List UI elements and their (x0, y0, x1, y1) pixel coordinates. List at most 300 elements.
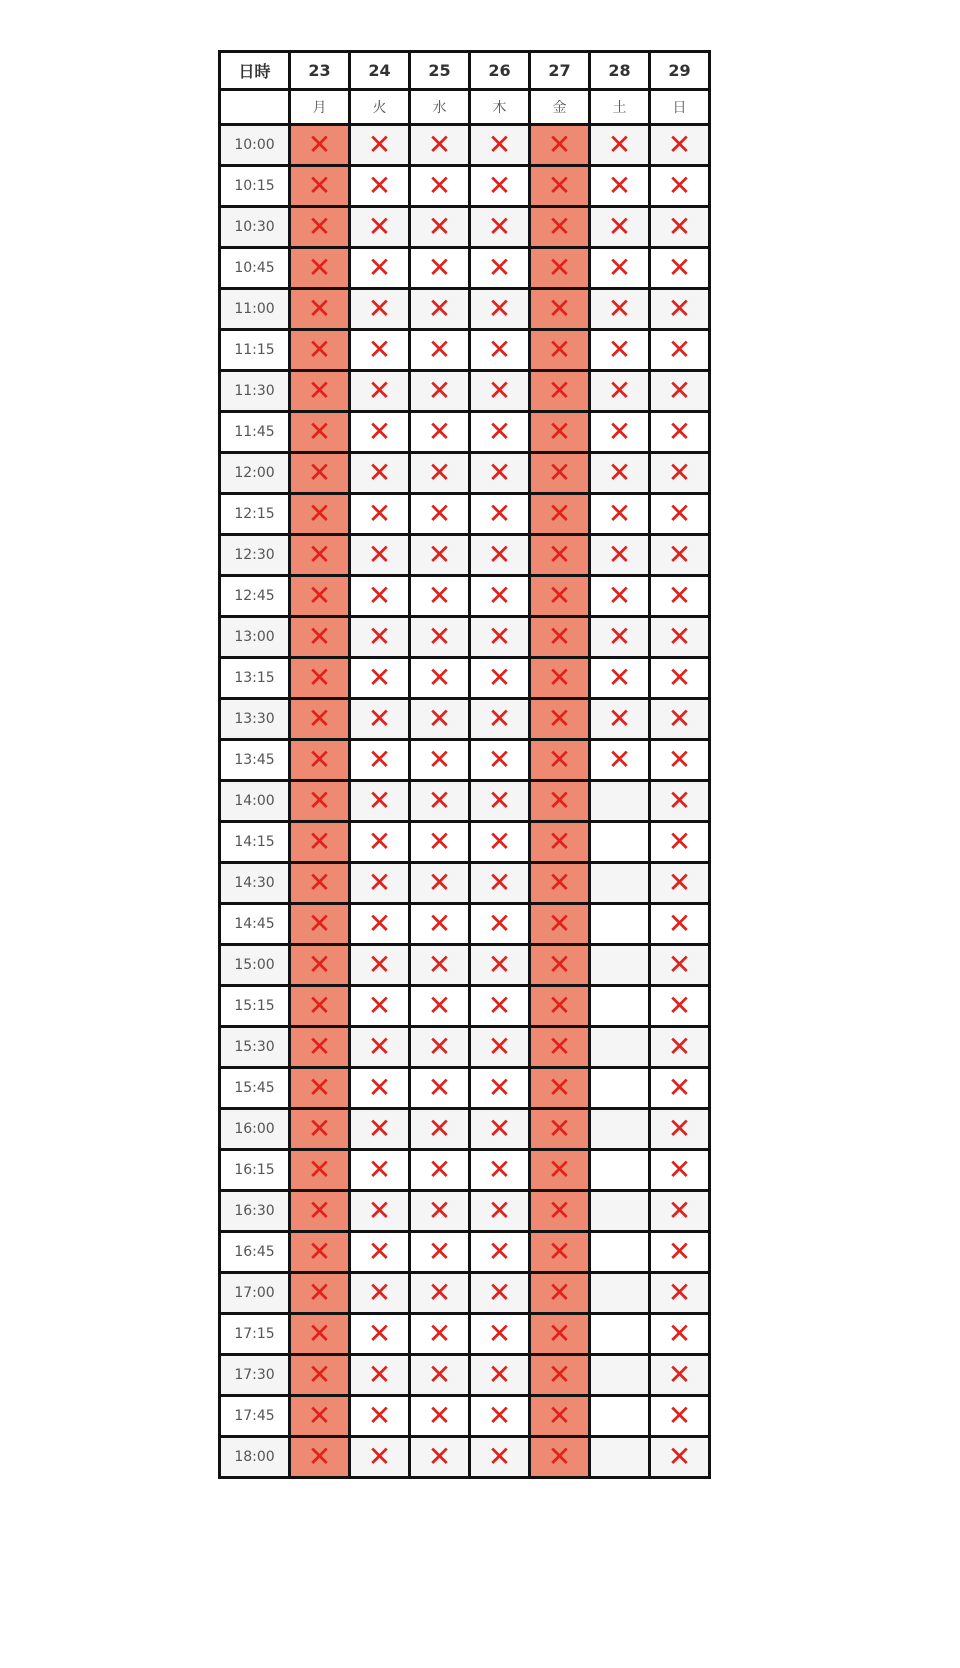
slot-cell (650, 986, 710, 1027)
slot-cell (290, 330, 350, 371)
slot-cell (530, 740, 590, 781)
unavailable-mark-icon: ✕ (547, 1440, 572, 1473)
time-label: 15:30 (220, 1027, 290, 1068)
slot-cell (590, 453, 650, 494)
slot-cell (470, 412, 530, 453)
slot-cell (410, 1232, 470, 1273)
unavailable-mark-icon: ✕ (667, 1358, 692, 1391)
time-label: 17:15 (220, 1314, 290, 1355)
slot-cell (530, 166, 590, 207)
slot-cell (650, 330, 710, 371)
unavailable-mark-icon: ✕ (367, 415, 392, 448)
slot-cell (470, 1232, 530, 1273)
unavailable-mark-icon: ✕ (307, 1112, 332, 1145)
slot-cell (650, 371, 710, 412)
date-header-row (220, 52, 710, 90)
slot-cell (350, 986, 410, 1027)
unavailable-mark-icon: ✕ (487, 374, 512, 407)
unavailable-mark-icon: ✕ (547, 1276, 572, 1309)
time-label: 16:45 (220, 1232, 290, 1273)
slot-cell (530, 412, 590, 453)
time-label: 17:45 (220, 1396, 290, 1437)
unavailable-mark-icon: ✕ (607, 620, 632, 653)
slot-cell (530, 535, 590, 576)
slot-cell (290, 1273, 350, 1314)
slot-cell (530, 330, 590, 371)
unavailable-mark-icon: ✕ (487, 128, 512, 161)
weekday-header: 土 (590, 90, 650, 125)
unavailable-mark-icon: ✕ (547, 1071, 572, 1104)
time-slot-row (220, 371, 710, 412)
slot-cell (350, 1150, 410, 1191)
unavailable-mark-icon: ✕ (667, 907, 692, 940)
unavailable-mark-icon: ✕ (307, 1317, 332, 1350)
slot-cell (650, 1273, 710, 1314)
slot-cell (650, 699, 710, 740)
unavailable-mark-icon: ✕ (307, 743, 332, 776)
slot-cell (290, 1232, 350, 1273)
slot-cell (470, 781, 530, 822)
unavailable-mark-icon: ✕ (667, 825, 692, 858)
slot-cell (350, 453, 410, 494)
slot-cell (470, 658, 530, 699)
slot-cell (650, 248, 710, 289)
slot-cell (410, 617, 470, 658)
slot-cell (290, 1191, 350, 1232)
unavailable-mark-icon: ✕ (487, 210, 512, 243)
time-slot-row (220, 1396, 710, 1437)
unavailable-mark-icon: ✕ (547, 210, 572, 243)
time-label: 10:00 (220, 125, 290, 166)
unavailable-mark-icon: ✕ (307, 989, 332, 1022)
slot-cell (290, 1355, 350, 1396)
unavailable-mark-icon: ✕ (547, 415, 572, 448)
slot-cell (290, 248, 350, 289)
unavailable-mark-icon: ✕ (607, 743, 632, 776)
slot-cell (650, 945, 710, 986)
time-slot-row (220, 740, 710, 781)
slot-cell (290, 494, 350, 535)
slot-cell (290, 863, 350, 904)
slot-cell (530, 863, 590, 904)
slot-cell (470, 904, 530, 945)
unavailable-mark-icon: ✕ (547, 866, 572, 899)
unavailable-mark-icon: ✕ (307, 1276, 332, 1309)
time-slot-row (220, 289, 710, 330)
unavailable-mark-icon: ✕ (367, 497, 392, 530)
slot-cell (350, 740, 410, 781)
slot-cell (530, 494, 590, 535)
time-slot-row (220, 125, 710, 166)
time-label: 16:00 (220, 1109, 290, 1150)
unavailable-mark-icon: ✕ (367, 128, 392, 161)
unavailable-mark-icon: ✕ (547, 1194, 572, 1227)
unavailable-mark-icon: ✕ (547, 1153, 572, 1186)
unavailable-mark-icon: ✕ (607, 456, 632, 489)
slot-cell (410, 863, 470, 904)
slot-cell[interactable] (590, 1232, 650, 1273)
unavailable-mark-icon: ✕ (487, 948, 512, 981)
unavailable-mark-icon: ✕ (487, 497, 512, 530)
unavailable-mark-icon: ✕ (487, 333, 512, 366)
slot-cell[interactable] (590, 1109, 650, 1150)
slot-cell (590, 125, 650, 166)
unavailable-mark-icon: ✕ (667, 620, 692, 653)
unavailable-mark-icon: ✕ (427, 620, 452, 653)
unavailable-mark-icon: ✕ (367, 1440, 392, 1473)
time-slot-row (220, 1273, 710, 1314)
slot-cell (530, 248, 590, 289)
slot-cell (410, 207, 470, 248)
slot-cell (470, 494, 530, 535)
slot-cell[interactable] (590, 1150, 650, 1191)
slot-cell (350, 576, 410, 617)
time-label: 13:15 (220, 658, 290, 699)
unavailable-mark-icon: ✕ (487, 825, 512, 858)
slot-cell (530, 289, 590, 330)
unavailable-mark-icon: ✕ (487, 538, 512, 571)
time-label: 14:00 (220, 781, 290, 822)
slot-cell (350, 781, 410, 822)
slot-cell (530, 1232, 590, 1273)
unavailable-mark-icon: ✕ (367, 1399, 392, 1432)
time-label: 12:15 (220, 494, 290, 535)
unavailable-mark-icon: ✕ (427, 1153, 452, 1186)
unavailable-mark-icon: ✕ (307, 579, 332, 612)
slot-cell (650, 535, 710, 576)
unavailable-mark-icon: ✕ (427, 866, 452, 899)
unavailable-mark-icon: ✕ (547, 128, 572, 161)
slot-cell[interactable] (590, 1314, 650, 1355)
unavailable-mark-icon: ✕ (547, 497, 572, 530)
slot-cell (350, 535, 410, 576)
unavailable-mark-icon: ✕ (487, 1153, 512, 1186)
slot-cell (410, 699, 470, 740)
time-label: 16:30 (220, 1191, 290, 1232)
unavailable-mark-icon: ✕ (427, 743, 452, 776)
slot-cell (590, 166, 650, 207)
slot-cell[interactable] (590, 1068, 650, 1109)
slot-cell (470, 1027, 530, 1068)
slot-cell (410, 822, 470, 863)
unavailable-mark-icon: ✕ (367, 661, 392, 694)
unavailable-mark-icon: ✕ (427, 169, 452, 202)
slot-cell (470, 125, 530, 166)
slot-cell (410, 412, 470, 453)
time-slot-row (220, 822, 710, 863)
unavailable-mark-icon: ✕ (667, 1153, 692, 1186)
unavailable-mark-icon: ✕ (547, 1235, 572, 1268)
unavailable-mark-icon: ✕ (547, 1112, 572, 1145)
unavailable-mark-icon: ✕ (427, 374, 452, 407)
slot-cell[interactable] (590, 822, 650, 863)
unavailable-mark-icon: ✕ (487, 1030, 512, 1063)
slot-cell (410, 1437, 470, 1478)
slot-cell (530, 207, 590, 248)
unavailable-mark-icon: ✕ (667, 1071, 692, 1104)
slot-cell[interactable] (590, 986, 650, 1027)
slot-cell (530, 945, 590, 986)
slot-cell (350, 1437, 410, 1478)
slot-cell (470, 1109, 530, 1150)
unavailable-mark-icon: ✕ (667, 1440, 692, 1473)
slot-cell[interactable] (590, 1355, 650, 1396)
weekday-header: 水 (410, 90, 470, 125)
time-label: 12:45 (220, 576, 290, 617)
unavailable-mark-icon: ✕ (427, 702, 452, 735)
corner-header: 日時 (220, 52, 290, 90)
slot-cell (410, 330, 470, 371)
slot-cell (530, 1396, 590, 1437)
time-slot-row (220, 986, 710, 1027)
slot-cell (530, 658, 590, 699)
time-slot-row (220, 1437, 710, 1478)
slot-cell[interactable] (590, 1396, 650, 1437)
unavailable-mark-icon: ✕ (667, 128, 692, 161)
unavailable-mark-icon: ✕ (367, 948, 392, 981)
unavailable-mark-icon: ✕ (487, 907, 512, 940)
time-label: 17:30 (220, 1355, 290, 1396)
slot-cell[interactable] (590, 1273, 650, 1314)
unavailable-mark-icon: ✕ (487, 620, 512, 653)
time-label: 10:15 (220, 166, 290, 207)
unavailable-mark-icon: ✕ (667, 1030, 692, 1063)
slot-cell (350, 289, 410, 330)
unavailable-mark-icon: ✕ (427, 784, 452, 817)
slot-cell (470, 1437, 530, 1478)
slot-cell (650, 289, 710, 330)
slot-cell (530, 1027, 590, 1068)
slot-cell (410, 371, 470, 412)
slot-cell (650, 125, 710, 166)
unavailable-mark-icon: ✕ (307, 292, 332, 325)
time-slot-row (220, 535, 710, 576)
slot-cell (350, 1232, 410, 1273)
slot-cell (410, 494, 470, 535)
slot-cell (650, 207, 710, 248)
unavailable-mark-icon: ✕ (367, 1030, 392, 1063)
slot-cell (650, 1150, 710, 1191)
time-label: 11:45 (220, 412, 290, 453)
unavailable-mark-icon: ✕ (547, 907, 572, 940)
slot-cell (410, 740, 470, 781)
unavailable-mark-icon: ✕ (607, 702, 632, 735)
slot-cell (470, 986, 530, 1027)
unavailable-mark-icon: ✕ (667, 989, 692, 1022)
unavailable-mark-icon: ✕ (547, 1358, 572, 1391)
unavailable-mark-icon: ✕ (307, 497, 332, 530)
time-label: 14:45 (220, 904, 290, 945)
slot-cell[interactable] (590, 1191, 650, 1232)
date-header: 23 (290, 52, 350, 90)
weekday-header: 月 (290, 90, 350, 125)
unavailable-mark-icon: ✕ (667, 210, 692, 243)
slot-cell (410, 576, 470, 617)
unavailable-mark-icon: ✕ (547, 251, 572, 284)
unavailable-mark-icon: ✕ (667, 374, 692, 407)
unavailable-mark-icon: ✕ (307, 702, 332, 735)
slot-cell (530, 904, 590, 945)
unavailable-mark-icon: ✕ (667, 1235, 692, 1268)
slot-cell (350, 617, 410, 658)
slot-cell[interactable] (590, 781, 650, 822)
date-header: 29 (650, 52, 710, 90)
unavailable-mark-icon: ✕ (307, 784, 332, 817)
unavailable-mark-icon: ✕ (307, 866, 332, 899)
unavailable-mark-icon: ✕ (307, 1399, 332, 1432)
unavailable-mark-icon: ✕ (367, 1112, 392, 1145)
slot-cell (650, 863, 710, 904)
slot-cell (590, 248, 650, 289)
slot-cell (410, 1027, 470, 1068)
slot-cell (350, 863, 410, 904)
slot-cell (590, 576, 650, 617)
slot-cell (410, 1191, 470, 1232)
slot-cell[interactable] (590, 863, 650, 904)
unavailable-mark-icon: ✕ (487, 784, 512, 817)
unavailable-mark-icon: ✕ (307, 1071, 332, 1104)
unavailable-mark-icon: ✕ (427, 1071, 452, 1104)
slot-cell (590, 412, 650, 453)
unavailable-mark-icon: ✕ (547, 620, 572, 653)
slot-cell (290, 166, 350, 207)
slot-cell (290, 740, 350, 781)
unavailable-mark-icon: ✕ (547, 1399, 572, 1432)
time-slot-row (220, 1191, 710, 1232)
slot-cell (590, 289, 650, 330)
slot-cell (350, 1314, 410, 1355)
slot-cell (290, 986, 350, 1027)
unavailable-mark-icon: ✕ (607, 374, 632, 407)
unavailable-mark-icon: ✕ (607, 169, 632, 202)
unavailable-mark-icon: ✕ (307, 1440, 332, 1473)
date-header: 28 (590, 52, 650, 90)
unavailable-mark-icon: ✕ (547, 743, 572, 776)
slot-cell[interactable] (590, 1027, 650, 1068)
slot-cell (650, 822, 710, 863)
time-label: 11:30 (220, 371, 290, 412)
slot-cell (530, 1437, 590, 1478)
time-slot-row (220, 904, 710, 945)
slot-cell (530, 1191, 590, 1232)
time-slot-row (220, 658, 710, 699)
unavailable-mark-icon: ✕ (427, 1112, 452, 1145)
slot-cell (470, 453, 530, 494)
slot-cell (290, 412, 350, 453)
slot-cell (530, 371, 590, 412)
unavailable-mark-icon: ✕ (307, 374, 332, 407)
unavailable-mark-icon: ✕ (427, 1235, 452, 1268)
weekday-header: 日 (650, 90, 710, 125)
slot-cell (290, 453, 350, 494)
slot-cell (650, 1027, 710, 1068)
unavailable-mark-icon: ✕ (427, 948, 452, 981)
time-slot-body (220, 125, 710, 1478)
unavailable-mark-icon: ✕ (427, 497, 452, 530)
slot-cell (290, 576, 350, 617)
unavailable-mark-icon: ✕ (367, 169, 392, 202)
slot-cell (290, 945, 350, 986)
time-label: 13:45 (220, 740, 290, 781)
unavailable-mark-icon: ✕ (367, 1194, 392, 1227)
date-header: 26 (470, 52, 530, 90)
unavailable-mark-icon: ✕ (487, 169, 512, 202)
slot-cell (410, 166, 470, 207)
slot-cell (350, 1027, 410, 1068)
unavailable-mark-icon: ✕ (487, 1112, 512, 1145)
unavailable-mark-icon: ✕ (547, 661, 572, 694)
slot-cell (530, 822, 590, 863)
time-slot-row (220, 330, 710, 371)
unavailable-mark-icon: ✕ (667, 456, 692, 489)
unavailable-mark-icon: ✕ (307, 948, 332, 981)
unavailable-mark-icon: ✕ (367, 1358, 392, 1391)
slot-cell[interactable] (590, 904, 650, 945)
slot-cell (290, 1437, 350, 1478)
unavailable-mark-icon: ✕ (547, 1317, 572, 1350)
date-header: 25 (410, 52, 470, 90)
slot-cell (590, 535, 650, 576)
unavailable-mark-icon: ✕ (427, 661, 452, 694)
unavailable-mark-icon: ✕ (307, 1153, 332, 1186)
time-slot-row (220, 1355, 710, 1396)
unavailable-mark-icon: ✕ (487, 292, 512, 325)
unavailable-mark-icon: ✕ (367, 825, 392, 858)
slot-cell (530, 1109, 590, 1150)
unavailable-mark-icon: ✕ (367, 251, 392, 284)
time-label: 10:30 (220, 207, 290, 248)
unavailable-mark-icon: ✕ (307, 1194, 332, 1227)
slot-cell[interactable] (590, 1437, 650, 1478)
unavailable-mark-icon: ✕ (547, 169, 572, 202)
unavailable-mark-icon: ✕ (427, 579, 452, 612)
time-slot-row (220, 166, 710, 207)
slot-cell (530, 699, 590, 740)
unavailable-mark-icon: ✕ (487, 866, 512, 899)
unavailable-mark-icon: ✕ (307, 169, 332, 202)
unavailable-mark-icon: ✕ (487, 579, 512, 612)
unavailable-mark-icon: ✕ (667, 251, 692, 284)
unavailable-mark-icon: ✕ (607, 497, 632, 530)
time-slot-row (220, 207, 710, 248)
slot-cell (590, 617, 650, 658)
slot-cell (350, 1191, 410, 1232)
unavailable-mark-icon: ✕ (307, 1030, 332, 1063)
slot-cell (350, 207, 410, 248)
time-label: 10:45 (220, 248, 290, 289)
slot-cell (290, 535, 350, 576)
unavailable-mark-icon: ✕ (307, 333, 332, 366)
unavailable-mark-icon: ✕ (667, 169, 692, 202)
unavailable-mark-icon: ✕ (667, 661, 692, 694)
slot-cell[interactable] (590, 945, 650, 986)
slot-cell (410, 781, 470, 822)
slot-cell (470, 248, 530, 289)
unavailable-mark-icon: ✕ (367, 866, 392, 899)
slot-cell (650, 1232, 710, 1273)
unavailable-mark-icon: ✕ (427, 1317, 452, 1350)
slot-cell (350, 904, 410, 945)
unavailable-mark-icon: ✕ (367, 620, 392, 653)
unavailable-mark-icon: ✕ (367, 989, 392, 1022)
unavailable-mark-icon: ✕ (547, 333, 572, 366)
unavailable-mark-icon: ✕ (607, 128, 632, 161)
slot-cell (290, 371, 350, 412)
time-label: 13:30 (220, 699, 290, 740)
unavailable-mark-icon: ✕ (607, 292, 632, 325)
slot-cell (530, 781, 590, 822)
unavailable-mark-icon: ✕ (367, 1276, 392, 1309)
